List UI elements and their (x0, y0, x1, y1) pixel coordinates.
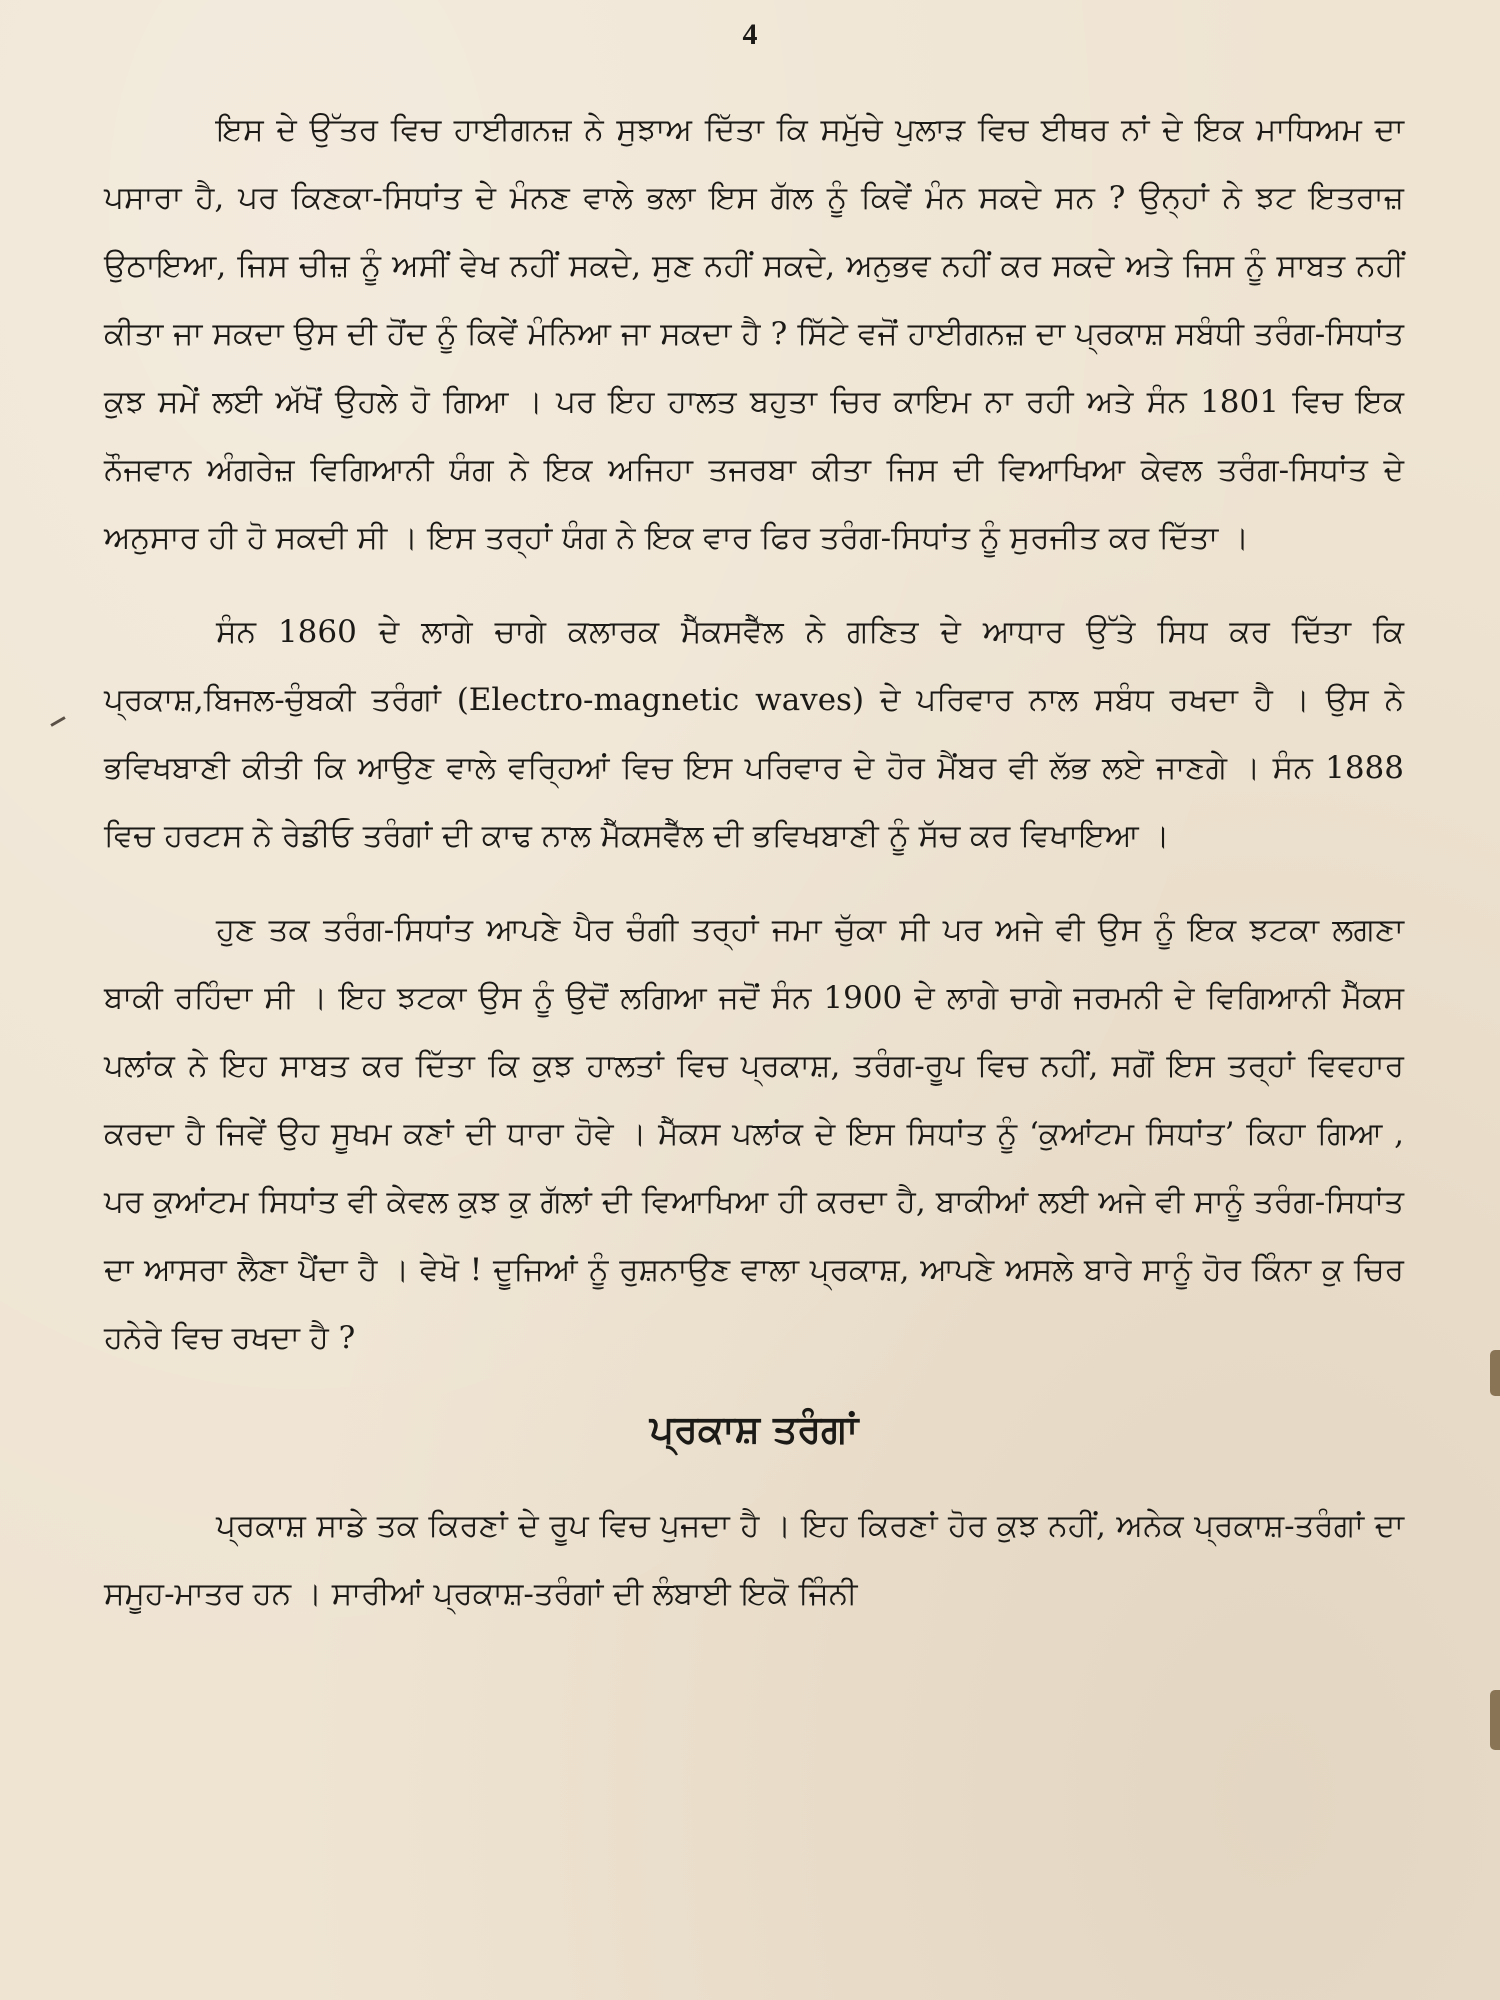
page-edge-mark (1490, 1690, 1500, 1750)
section-heading: ਪ੍ਰਕਾਸ਼ ਤਰੰਗਾਂ (649, 1406, 859, 1451)
paragraph-huygens: ਇਸ ਦੇ ਉੱਤਰ ਵਿਚ ਹਾਈਗਨਜ਼ ਨੇ ਸੁਝਾਅ ਦਿੱਤਾ ਕਿ ਸਮੁੱਚੇ ਪੁਲਾੜ ਵਿਚ ਈਥਰ ਨਾਂ ਦੇ ਇਕ ਮਾਧਿਅਮ ਦਾ ਪਸਾਰਾ ਹੈ, ਪਰ ਕਿਣਕਾ-ਸਿਧਾਂਤ ਦੇ ਮੰਨਣ ਵਾਲੇ ਭਲਾ ਇਸ ਗੱਲ ਨੂੰ ਕਿਵੇਂ ਮੰਨ ਸਕਦੇ ਸਨ ? ਉਨ੍ਹਾਂ ਨੇ ਝਟ ਇਤਰਾਜ਼ ਉਠਾਇਆ, ਜਿਸ ਚੀਜ਼ ਨੂੰ ਅਸੀਂ ਵੇਖ ਨਹੀਂ ਸਕਦੇ, ਸੁਣ ਨਹੀਂ ਸਕਦੇ, ਅਨੁਭਵ ਨਹੀਂ ਕਰ ਸਕਦੇ ਅਤੇ ਜਿਸ ਨੂੰ ਸਾਬਤ ਨਹੀਂ ਕੀਤਾ ਜਾ ਸਕਦਾ ਉਸ ਦੀ ਹੋਂਦ ਨੂੰ ਕਿਵੇਂ ਮੰਨਿਆ ਜਾ ਸਕਦਾ ਹੈ ? ਸਿੱਟੇ ਵਜੋਂ ਹਾਈਗਨਜ਼ ਦਾ ਪ੍ਰਕਾਸ਼ ਸਬੰਧੀ ਤਰੰਗ-ਸਿਧਾਂਤ ਕੁਝ ਸਮੇਂ ਲਈ ਅੱਖੋਂ ਉਹਲੇ ਹੋ ਗਿਆ । ਪਰ ਇਹ ਹਾਲਤ ਬਹੁਤਾ ਚਿਰ ਕਾਇਮ ਨਾ ਰਹੀ ਅਤੇ ਸੰਨ 1801 ਵਿਚ ਇਕ ਨੌਜਵਾਨ ਅੰਗਰੇਜ਼ ਵਿਗਿਆਨੀ ਯੰਗ ਨੇ ਇਕ ਅਜਿਹਾ ਤਜਰਬਾ ਕੀਤਾ ਜਿਸ ਦੀ ਵਿਆਖਿਆ ਕੇਵਲ ਤਰੰਗ-ਸਿਧਾਂਤ ਦੇ ਅਨੁਸਾਰ ਹੀ ਹੋ ਸਕਦੀ ਸੀ । ਇਸ ਤਰ੍ਹਾਂ ਯੰਗ ਨੇ ਇਕ ਵਾਰ ਫਿਰ ਤਰੰਗ-ਸਿਧਾਂਤ ਨੂੰ ਸੁਰਜੀਤ ਕਰ ਦਿੱਤਾ । (104, 112, 1404, 556)
page-number: 4 (742, 18, 758, 51)
paragraph-planck: ਹੁਣ ਤਕ ਤਰੰਗ-ਸਿਧਾਂਤ ਆਪਣੇ ਪੈਰ ਚੰਗੀ ਤਰ੍ਹਾਂ ਜਮਾ ਚੁੱਕਾ ਸੀ ਪਰ ਅਜੇ ਵੀ ਉਸ ਨੂੰ ਇਕ ਝਟਕਾ ਲਗਣਾ ਬਾਕੀ ਰਹਿੰਦਾ ਸੀ । ਇਹ ਝਟਕਾ ਉਸ ਨੂੰ ਉਦੋਂ ਲਗਿਆ ਜਦੋਂ ਸੰਨ 1900 ਦੇ ਲਾਗੇ ਚਾਗੇ ਜਰਮਨੀ ਦੇ ਵਿਗਿਆਨੀ ਮੈੱਕਸ ਪਲਾਂਕ ਨੇ ਇਹ ਸਾਬਤ ਕਰ ਦਿੱਤਾ ਕਿ ਕੁਝ ਹਾਲਤਾਂ ਵਿਚ ਪ੍ਰਕਾਸ਼, ਤਰੰਗ-ਰੂਪ ਵਿਚ ਨਹੀਂ, ਸਗੋਂ ਇਸ ਤਰ੍ਹਾਂ ਵਿਵਹਾਰ ਕਰਦਾ ਹੈ ਜਿਵੇਂ ਉਹ ਸੂਖਮ ਕਣਾਂ ਦੀ ਧਾਰਾ ਹੋਵੇ । ਮੈੱਕਸ ਪਲਾਂਕ ਦੇ ਇਸ ਸਿਧਾਂਤ ਨੂੰ ‘ਕੁਆਂਟਮ ਸਿਧਾਂਤ’ ਕਿਹਾ ਗਿਆ , ਪਰ ਕੁਆਂਟਮ ਸਿਧਾਂਤ ਵੀ ਕੇਵਲ ਕੁਝ ਕੁ ਗੱਲਾਂ ਦੀ ਵਿਆਖਿਆ ਹੀ ਕਰਦਾ ਹੈ, ਬਾਕੀਆਂ ਲਈ ਅਜੇ ਵੀ ਸਾਨੂੰ ਤਰੰਗ-ਸਿਧਾਂਤ ਦਾ ਆਸਰਾ ਲੈਣਾ ਪੈਂਦਾ ਹੈ । ਵੇਖੋ ! ਦੂਜਿਆਂ ਨੂੰ ਰੁਸ਼ਨਾਉਣ ਵਾਲਾ ਪ੍ਰਕਾਸ਼, ਆਪਣੇ ਅਸਲੇ ਬਾਰੇ ਸਾਨੂੰ ਹੋਰ ਕਿੰਨਾ ਕੁ ਚਿਰ ਹਨੇਰੇ ਵਿਚ ਰਖਦਾ ਹੈ ? (104, 912, 1404, 1356)
paragraph-light-waves: ਪ੍ਰਕਾਸ਼ ਸਾਡੇ ਤਕ ਕਿਰਣਾਂ ਦੇ ਰੂਪ ਵਿਚ ਪੁਜਦਾ ਹੈ । ਇਹ ਕਿਰਣਾਂ ਹੋਰ ਕੁਝ ਨਹੀਂ, ਅਨੇਕ ਪ੍ਰਕਾਸ਼-ਤਰੰਗਾਂ ਦਾ ਸਮੂਹ-ਮਾਤਰ ਹਨ । ਸਾਰੀਆਂ ਪ੍ਰਕਾਸ਼-ਤਰੰਗਾਂ ਦੀ ਲੰਬਾਈ ਇਕੋ ਜਿੰਨੀ (104, 1508, 1404, 1612)
paragraph-maxwell: ਸੰਨ 1860 ਦੇ ਲਾਗੇ ਚਾਗੇ ਕਲਾਰਕ ਮੈੱਕਸਵੈੱਲ ਨੇ ਗਣਿਤ ਦੇ ਆਧਾਰ ਉੱਤੇ ਸਿਧ ਕਰ ਦਿੱਤਾ ਕਿ ਪ੍ਰਕਾਸ਼,ਬਿਜਲ-ਚੁੰਬਕੀ ਤਰੰਗਾਂ (Electro-magnetic waves) ਦੇ ਪਰਿਵਾਰ ਨਾਲ ਸਬੰਧ ਰਖਦਾ ਹੈ । ਉਸ ਨੇ ਭਵਿਖਬਾਣੀ ਕੀਤੀ ਕਿ ਆਉਣ ਵਾਲੇ ਵਰ੍ਹਿਆਂ ਵਿਚ ਇਸ ਪਰਿਵਾਰ ਦੇ ਹੋਰ ਮੈਂਬਰ ਵੀ ਲੱਭ ਲਏ ਜਾਣਗੇ । ਸੰਨ 1888 ਵਿਚ ਹਰਟਸ ਨੇ ਰੇਡੀਓ ਤਰੰਗਾਂ ਦੀ ਕਾਢ ਨਾਲ ਮੈੱਕਸਵੈੱਲ ਦੀ ਭਵਿਖਬਾਣੀ ਨੂੰ ਸੱਚ ਕਰ ਵਿਖਾਇਆ । (104, 614, 1404, 854)
page-edge-mark (1490, 1350, 1500, 1396)
margin-mark (50, 716, 65, 727)
body-text (104, 96, 1404, 1628)
